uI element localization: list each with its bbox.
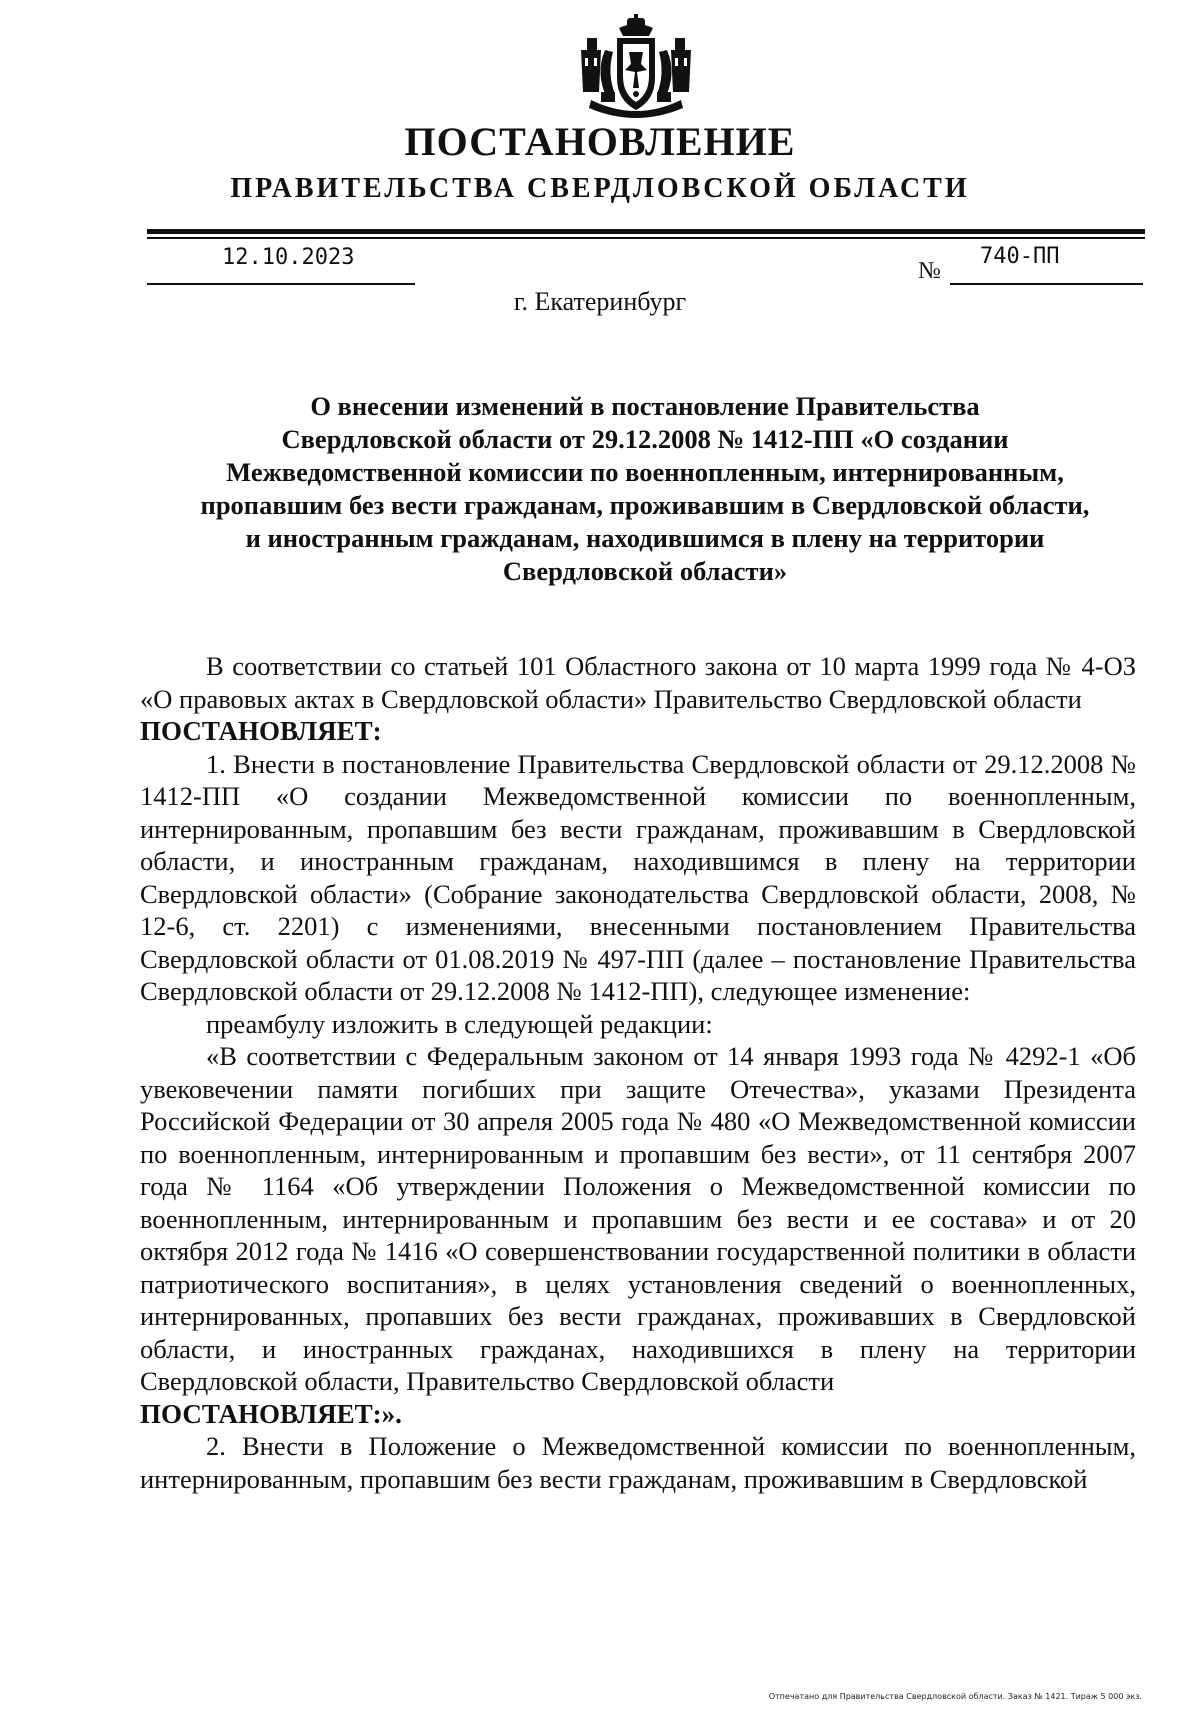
decree-word: ПОСТАНОВЛЯЕТ:: [140, 716, 382, 746]
heading-line: и иностранным гражданам, находившимся в плену на территории: [245, 523, 1045, 553]
print-note: Отпечатано для Правительства Свердловской области. Заказ № 1421. Тираж 5 000 экз.: [768, 1692, 1142, 1701]
document-type-title: ПОСТАНОВЛЕНИЕ: [404, 119, 796, 164]
coat-of-arms-emblem: [571, 14, 701, 124]
preamble-intro: преамбулу изложить в следующей редакции:: [206, 1008, 713, 1039]
item-1-paragraph: 1. Внести в постановление Правительства Свердловской области от 29.12.2008 № 1412-ПП «О создании Межведомственной комиссии по военнопленным, интернированным, пропавшим без вести гражданам, проживавшим в Свердловской области, и иностранным гражданам, находившимся в плену на территории Свердловской области» (Собрание законодательства Свердловской области, 2008, № 12-6, ст. 2201) с изменениями, внесенными постановлением Правительства Свердловской области от 01.08.2019 № 497-ПП (далее – постановление Правительства Свердловской области от 29.12.2008 № 1412-ПП), следующее изменение:: [140, 748, 1136, 1006]
document-heading: [150, 390, 1140, 588]
number-underline: [950, 283, 1143, 285]
heading-line: пропавшим без вести гражданам, проживавшим в Свердловской области,: [200, 490, 1090, 520]
issue-city: г. Екатеринбург: [513, 287, 687, 316]
intro-paragraph: В соответствии со статьей 101 Областного закона от 10 марта 1999 года № 4-ОЗ «О правовых актах в Свердловской области» Правительство Свердловской области: [140, 651, 1136, 714]
number-sign: №: [918, 258, 941, 284]
document-number: 740-ПП: [980, 244, 1060, 269]
heading-line: Свердловской области»: [502, 556, 788, 586]
heading-line: Межведомственной комиссии по военнопленным, интернированным,: [226, 457, 1064, 487]
preamble-quote: «В соответствии с Федеральным законом от 14 января 1993 года № 4292-1 «Об увековечении памяти погибших при защите Отечества», указами Президента Российской Федерации от 30 апреля 2005 года № 480 «О Межведомственной комиссии по военнопленным, интернированным и пропавшим без вести», от 11 сентября 2007 года № 1164 «Об утверждении Положения о Межведомственной комиссии по военнопленным, интернированным и пропавшим без вести и ее состава» и от 20 октября 2012 года № 1416 «О совершенствовании государственной политики в области патриотического воспитания», в целях установления сведений о военнопленных, интернированных, пропавших без вести гражданах, проживавших в Свердловской области, и иностранных гражданах, находившихся в плену на территории Свердловской области, Правительство Свердловской области: [140, 1041, 1136, 1396]
issuing-authority: ПРАВИТЕЛЬСТВА СВЕРДЛОВСКОЙ ОБЛАСТИ: [230, 173, 970, 204]
item-2-paragraph: 2. Внести в Положение о Межведомственной комиссии по военнопленным, интернированным, пропавшим без вести гражданам, проживавшим в Свердловской: [140, 1431, 1136, 1494]
date-underline: [147, 283, 415, 285]
document-date: 12.10.2023: [222, 245, 355, 270]
heading-line: Свердловской области от 29.12.2008 № 1412-ПП «О создании: [281, 424, 1009, 454]
heading-line: О внесении изменений в постановление Правительства: [310, 391, 980, 421]
header-rule-thick: [147, 229, 1145, 234]
document-body: [140, 650, 1136, 1495]
decree-word-quoted: ПОСТАНОВЛЯЕТ:».: [140, 1398, 402, 1429]
header-rule-thin: [147, 237, 1145, 239]
